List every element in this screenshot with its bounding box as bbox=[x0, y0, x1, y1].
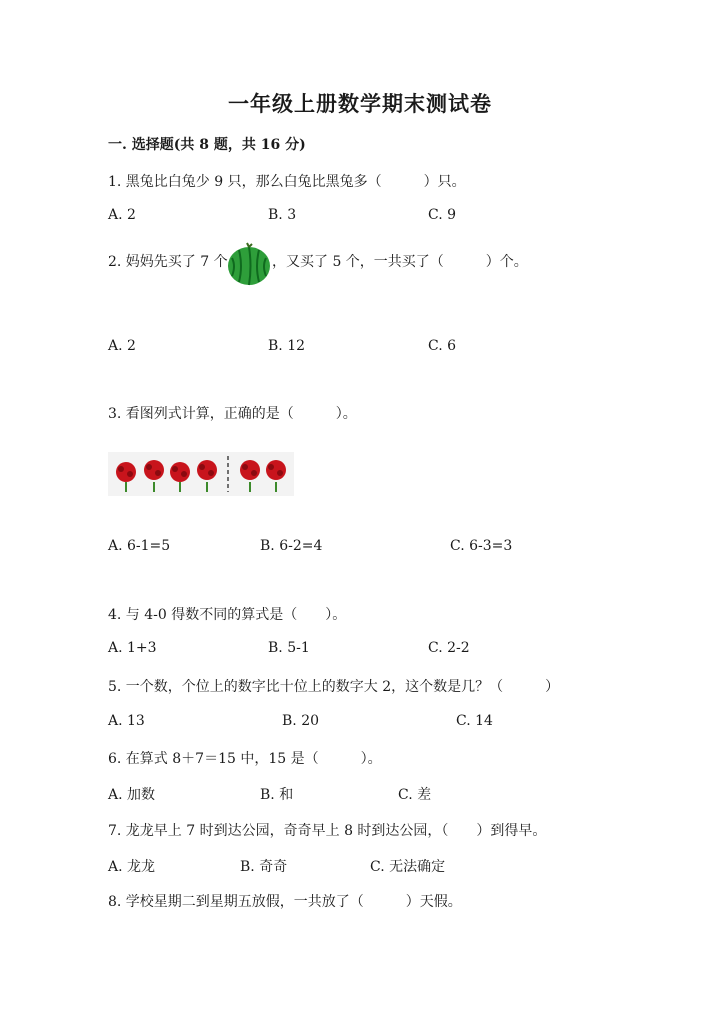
question-1-option-a: A. 2 bbox=[108, 207, 136, 223]
question-6-option-c: C. 差 bbox=[398, 787, 432, 803]
page-title: 一年级上册数学期末测试卷 bbox=[228, 91, 492, 116]
flowers-icon bbox=[108, 452, 294, 496]
question-3-option-a: A. 6-1=5 bbox=[108, 538, 171, 554]
question-2-text-before: 2. 妈妈先买了 7 个 bbox=[108, 254, 228, 270]
question-1-option-b: B. 3 bbox=[268, 207, 297, 223]
question-7-option-a: A. 龙龙 bbox=[108, 859, 156, 875]
question-4-text: 4. 与 4-0 得数不同的算式是（ ）。 bbox=[108, 607, 347, 623]
question-5-option-a: A. 13 bbox=[108, 713, 145, 729]
question-3-option-c: C. 6-3=3 bbox=[450, 538, 513, 554]
question-7-option-b: B. 奇奇 bbox=[240, 859, 288, 875]
question-3-text: 3. 看图列式计算，正确的是（ ）。 bbox=[108, 406, 357, 422]
question-8-text: 8. 学校星期二到星期五放假，一共放了（ ）天假。 bbox=[108, 894, 462, 910]
question-6-text: 6. 在算式 8＋7＝15 中，15 是（ ）。 bbox=[108, 751, 382, 767]
question-2-option-c: C. 6 bbox=[428, 338, 457, 354]
question-4-option-a: A. 1+3 bbox=[108, 640, 157, 656]
question-5-option-b: B. 20 bbox=[282, 713, 320, 729]
question-6-option-a: A. 加数 bbox=[108, 787, 156, 803]
watermelon-icon bbox=[226, 242, 272, 286]
question-2-option-b: B. 12 bbox=[268, 338, 306, 354]
question-1-text: 1. 黑兔比白兔少 9 只，那么白兔比黑兔多（ ）只。 bbox=[108, 174, 466, 190]
question-4-option-b: B. 5-1 bbox=[268, 640, 310, 656]
question-1-option-c: C. 9 bbox=[428, 207, 457, 223]
question-5-option-c: C. 14 bbox=[456, 713, 493, 729]
question-5-text: 5. 一个数，个位上的数字比十位上的数字大 2，这个数是几？（ ） bbox=[108, 679, 560, 695]
question-2-text-after: ，又买了 5 个，一共买了（ ）个。 bbox=[272, 254, 528, 270]
question-7-text: 7. 龙龙早上 7 时到达公园，奇奇早上 8 时到达公园，（ ）到得早。 bbox=[108, 823, 547, 839]
question-2-option-a: A. 2 bbox=[108, 338, 136, 354]
question-3-option-b: B. 6-2=4 bbox=[260, 538, 323, 554]
question-4-option-c: C. 2-2 bbox=[428, 640, 470, 656]
question-6-option-b: B. 和 bbox=[260, 787, 294, 803]
section-heading: 一. 选择题(共 8 题，共 16 分) bbox=[108, 137, 306, 153]
question-7-option-c: C. 无法确定 bbox=[370, 859, 446, 875]
